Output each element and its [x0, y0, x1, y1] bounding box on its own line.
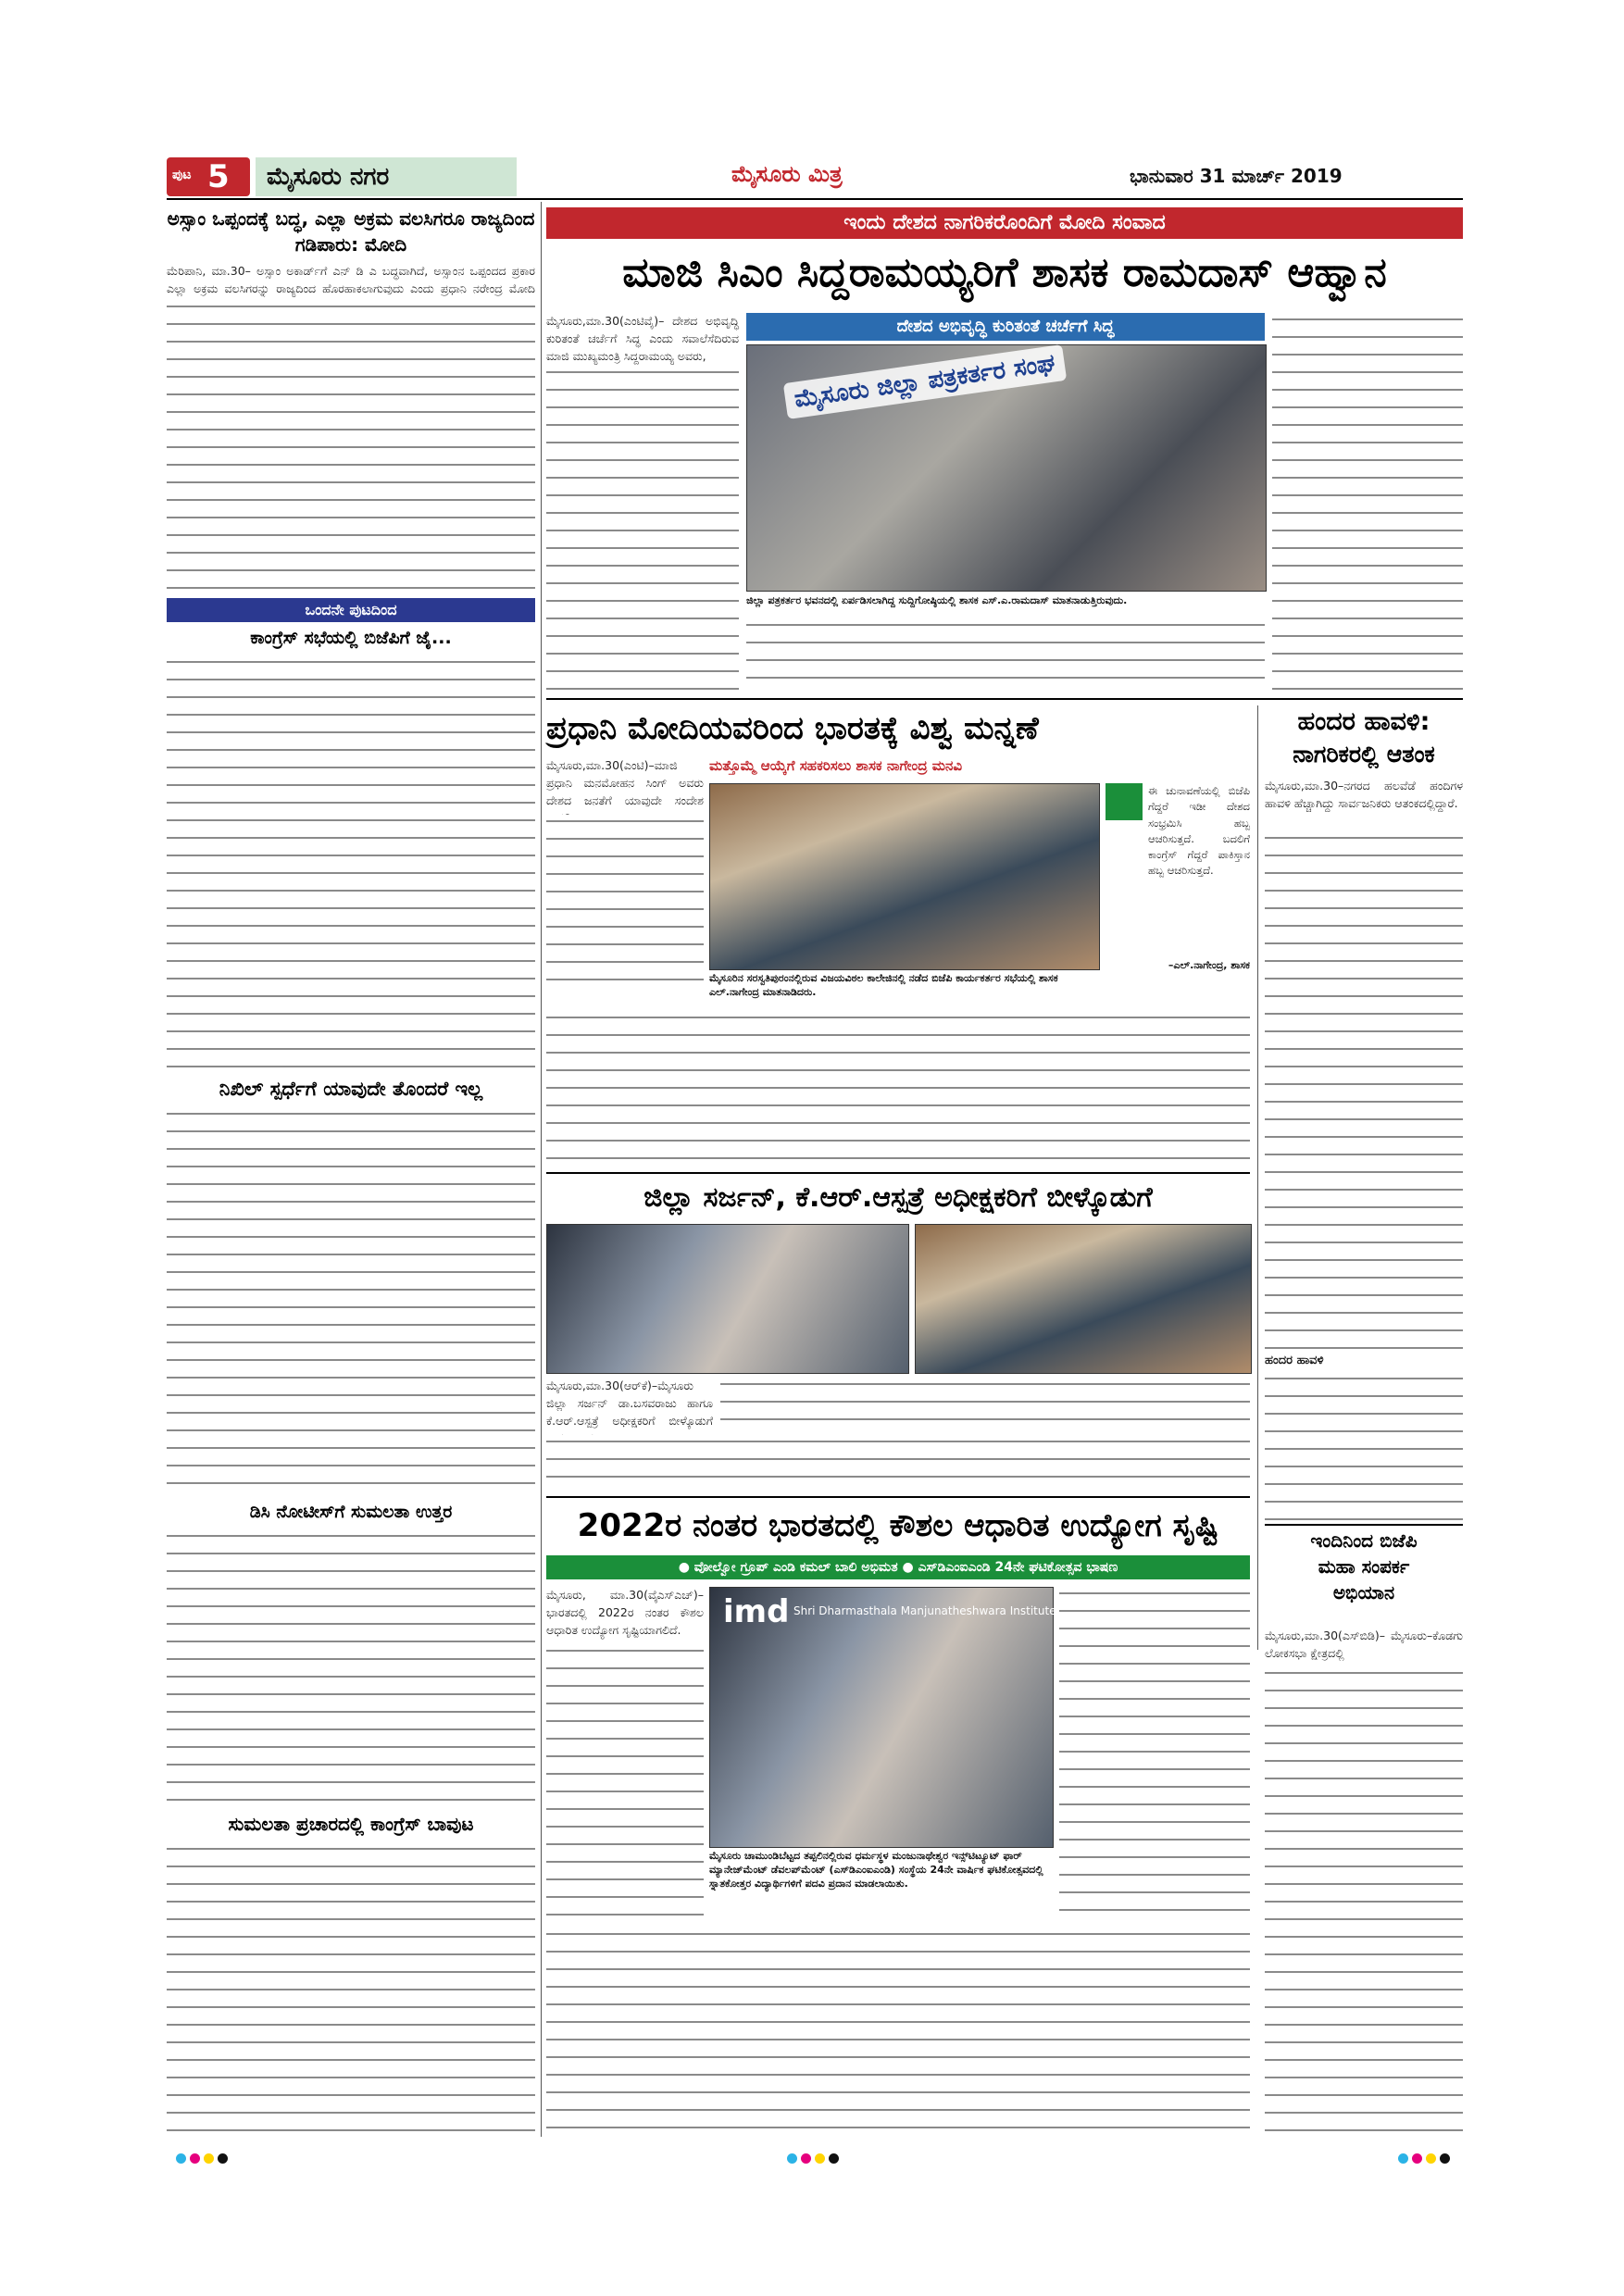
modi-left-text: [546, 815, 704, 981]
modi-dateline: ಮೈಸೂರು,ಮಾ.30(ಎಂಟಿ)–ಮಾಜಿ ಪ್ರಧಾನಿ ಮನಮೋಹನ ಸಿಂಗ್ ಅವರು ದೇಶದ ಜನತೆಗೆ ಯಾವುದೇ ಸಂದೇಶ: [546, 758, 704, 807]
story5-title: ಸುಮಲತಾ ಪ್ರಚಾರದಲ್ಲಿ ಕಾಂಗ್ರೆಸ್ ಬಾವುಟ: [228, 1813, 474, 1835]
bjp-title-line1: ಇಂದಿನಿಂದ ಬಿಜೆಪಿ: [1310, 1529, 1418, 1552]
skill-left-text: [546, 1644, 704, 1922]
right-column-divider: [1257, 705, 1258, 1650]
registration-dot: [204, 2153, 214, 2164]
registration-dot: [1398, 2153, 1408, 2164]
registration-dot: [1440, 2153, 1450, 2164]
pig-text-lines-2: [1265, 1372, 1463, 1520]
modi-bottom-text: [546, 1011, 1250, 1168]
story3-text-lines: [167, 1107, 535, 1496]
page-header: [167, 157, 1463, 196]
continued-strip: ಒಂದನೇ ಪುಟದಿಂದ: [167, 598, 535, 622]
surgeon-photo-1: [546, 1224, 909, 1374]
story4-text-lines: [167, 1529, 535, 1807]
pig-headline-line2: ನಾಗರಿಕರಲ್ಲಿ ಆತಂಕ: [1293, 741, 1435, 767]
lotus-icon: [1106, 783, 1143, 820]
registration-dots-right: [1398, 2150, 1454, 2167]
page-number: 5: [207, 158, 230, 195]
story1-text-lines: [167, 300, 535, 594]
story2-text-lines: [167, 655, 535, 1072]
modi-photo-caption: ಮೈಸೂರಿನ ಸರಸ್ವತಿಪುರಂನಲ್ಲಿರುವ ವಿಜಯವಿಠಲ ಕಾಲೇಜಿನಲ್ಲಿ ನಡೆದ ಬಿಜೆಪಿ ಕಾರ್ಯಕರ್ತರ ಸಭೆಯಲ್ಲಿ ಶಾಸಕ ಎಲ್.ನಾಗೇಂದ್ರ ಮಾತನಾಡಿದರು.: [709, 972, 1058, 998]
skill-photo-sign2: Shri Dharmasthala Manjunatheshwara Institute: [793, 1604, 1056, 1617]
registration-dot: [1426, 2153, 1436, 2164]
surgeon-text-lines-2: [720, 1378, 1250, 1435]
story5-text-lines: [167, 1842, 535, 2137]
modi-subhead: ಮತ್ತೊಮ್ಮೆ ಆಯ್ಕೆಗೆ ಸಹಕರಿಸಲು ಶಾಸಕ ನಾಗೇಂದ್ರ ಮನವಿ: [709, 757, 963, 774]
registration-dot: [801, 2153, 811, 2164]
skill-strip: ● ವೋಲ್ವೋ ಗ್ರೂಪ್ ಎಂಡಿ ಕಮಲ್ ಬಾಲಿ ಅಭಿಮತ ● ಎಸ್‌ಡಿಎಂಐಎಂಡಿ 24ನೇ ಘಟಿಕೋತ್ಸವ ಭಾಷಣ: [546, 1555, 1250, 1579]
registration-dots-center: [787, 2150, 843, 2167]
surgeon-top-rule: [546, 1172, 1250, 1174]
surgeon-headline: ಜಿಲ್ಲಾ ಸರ್ಜನ್, ಕೆ.ಆರ್.ಆಸ್ಪತ್ರೆ ಅಧೀಕ್ಷಕರಿಗೆ ಬೀಳ್ಕೊಡುಗೆ: [643, 1181, 1153, 1214]
issue-date: ಭಾನುವಾರ 31 ಮಾರ್ಚ್ 2019: [1130, 165, 1343, 187]
skill-bottom-text: [546, 1928, 1250, 2137]
registration-dots-left: [176, 2150, 231, 2167]
skill-headline: 2022ರ ನಂತರ ಭಾರತದಲ್ಲಿ ಕೌಶಲ ಆಧಾರಿತ ಉದ್ಯೋಗ ಸೃಷ್ಟಿ: [577, 1507, 1219, 1544]
modi-quote: ಈ ಚುನಾವಣೆಯಲ್ಲಿ ಬಿಜೆಪಿ ಗೆದ್ದರೆ ಇಡೀ ದೇಶದ ಸಂಭ್ರಮಿಸಿ ಹಬ್ಬ ಆಚರಿಸುತ್ತದೆ. ಬದಲಿಗೆ ಕಾಂಗ್ರೆಸ್ ಗೆದ್ದರೆ ಪಾಕಿಸ್ತಾನ ಹಬ್ಬ ಆಚರಿಸುತ್ತದೆ.: [1148, 784, 1250, 878]
bjp-box: [1265, 1524, 1463, 1628]
pig-headline-line1: ಹಂದರ ಹಾವಳಿ:: [1297, 707, 1430, 736]
pig-text-lines: [1265, 831, 1463, 1350]
bjp-title-line3: ಅಭಿಯಾನ: [1332, 1581, 1395, 1603]
lead-mid-text: [746, 618, 1265, 693]
registration-dot: [218, 2153, 228, 2164]
header-rule: [167, 198, 1463, 200]
story1-title: ಅಸ್ಸಾಂ ಒಪ್ಪಂದಕ್ಕೆ ಬದ್ಧ, ಎಲ್ಲಾ ಅಕ್ರಮ ವಲಸಿಗರೂ ರಾಜ್ಯದಿಂದ ಗಡಿಪಾರು: ಮೋದಿ: [167, 207, 535, 256]
skill-right-text: [1059, 1587, 1250, 1922]
lead-right-text: [1272, 313, 1463, 693]
section-title: ಮೈಸೂರು ನಗರ: [256, 157, 517, 196]
story1-body: ಮೆರಿಪಾನಿ, ಮಾ.30– ಅಸ್ಸಾಂ ಅಕಾರ್ಡ್‌ಗೆ ಎನ್ ಡಿ ಎ ಬದ್ಧವಾಗಿದೆ, ಅಸ್ಸಾಂನ ಒಪ್ಪಂದದ ಪ್ರಕಾರ ಎಲ್ಲಾ ಅಕ್ರಮ ವಲಸಿಗರನ್ನು ರಾಜ್ಯದಿಂದ ಹೊರಹಾಕಲಾಗುವುದು ಎಂದು ಪ್ರಧಾನಿ ನರೇಂದ್ರ ಮೋದಿ: [167, 264, 535, 295]
registration-dot: [1412, 2153, 1422, 2164]
registration-dot: [787, 2153, 797, 2164]
story4-title: ಡಿಸಿ ನೋಟೀಸ್‌ಗೆ ಸುಮಲತಾ ಉತ್ತರ: [249, 1502, 453, 1522]
lead-left-text: [546, 313, 739, 693]
modi-photo: [709, 783, 1100, 970]
bjp-title-line2: ಮಹಾ ಸಂಪರ್ಕ: [1318, 1555, 1410, 1578]
bjp-dateline: ಮೈಸೂರು,ಮಾ.30(ಎಸ್‌ಬಿಡಿ)– ಮೈಸೂರು–ಕೊಡಗು ಲೋಕಸಭಾ ಕ್ಷೇತ್ರದಲ್ಲಿ: [1265, 1628, 1463, 1660]
skill-photo: [709, 1587, 1054, 1848]
bjp-text-lines: [1265, 1666, 1463, 2137]
lead-photo: [746, 344, 1267, 592]
surgeon-dateline: ಮೈಸೂರು,ಮಾ.30(ಆರ್‌ಕೆ)–ಮೈಸೂರು ಜಿಲ್ಲಾ ಸರ್ಜನ್ ಡಾ.ಬಸವರಾಜು ಹಾಗೂ ಕೆ.ಆರ್.ಆಸ್ಪತ್ರೆ ಅಧೀಕ್ಷಕರಿಗೆ ಬೀಳ್ಕೊಡುಗೆ: [546, 1379, 713, 1428]
pig-dateline: ಮೈಸೂರು,ಮಾ.30–ನಗರದ ಹಲವೆಡೆ ಹಂದಿಗಳ ಹಾವಳಿ ಹೆಚ್ಚಾಗಿದ್ದು ಸಾರ್ವಜನಿಕರು ಆತಂಕದಲ್ಲಿದ್ದಾರೆ.: [1265, 779, 1463, 810]
modi-quote-author: –ಎಲ್.ನಾಗೇಂದ್ರ, ಶಾಸಕ: [1168, 959, 1250, 971]
registration-dot: [815, 2153, 825, 2164]
modi-quote-box: [1106, 783, 1250, 987]
masthead: ಮೈಸೂರು ಮಿತ್ರ: [731, 161, 843, 187]
skill-dateline: ಮೈಸೂರು, ಮಾ.30(ವೈಎಸ್‌ಎಚ್)– ಭಾರತದಲ್ಲಿ 2022ರ ನಂತರ ಕೌಶಲ ಆಧಾರಿತ ಉದ್ಯೋಗ ಸೃಷ್ಟಿಯಾಗಲಿದೆ.: [546, 1588, 704, 1637]
lead-photo-banner: ಮೈಸೂರು ಜಿಲ್ಲಾ ಪತ್ರಕರ್ತರ ಸಂಘ: [783, 344, 1067, 419]
lead-dateline: ಮೈಸೂರು,ಮಾ.30(ಎಂಟಿವೈ)– ದೇಶದ ಅಭಿವೃದ್ಧಿ ಕುರಿತಂತೆ ಚರ್ಚೆಗೆ ಸಿದ್ಧ ಎಂದು ಸವಾಲೆಸೆದಿರುವ ಮಾಜಿ ಮುಖ್ಯಮಂತ್ರಿ ಸಿದ್ದರಾಮಯ್ಯ ಅವರು,: [546, 313, 739, 368]
skill-photo-caption: ಮೈಸೂರು ಚಾಮುಂಡಿಬೆಟ್ಟದ ತಪ್ಪಲಿನಲ್ಲಿರುವ ಧರ್ಮಸ್ಥಳ ಮಂಜುನಾಥೇಶ್ವರ ಇನ್ಸ್‌ಟಿಟ್ಯೂಟ್ ಫಾರ್ ಮ್ಯಾನೇಜ್‌ಮೆಂಟ್ ಡೆವಲಪ್‌ಮೆಂಟ್ (ಎಸ್‌ಡಿಎಂಐಎಂಡಿ) ಸಂಸ್ಥೆಯ 24ನೇ ವಾರ್ಷಿಕ ಘಟಿಕೋತ್ಸವದಲ್ಲಿ ಸ್ನಾತಕೋತ್ತರ ವಿದ್ಯಾರ್ಥಿಗಳಿಗೆ ಪದವಿ ಪ್ರದಾನ ಮಾಡಲಾಯಿತು.: [709, 1850, 1043, 1890]
modi-headline: ಪ್ರಧಾನಿ ಮೋದಿಯವರಿಂದ ಭಾರತಕ್ಕೆ ವಿಶ್ವ ಮನ್ನಣೆ: [546, 710, 1039, 747]
skill-photo-sign: imd: [723, 1593, 790, 1630]
registration-dot: [190, 2153, 200, 2164]
lead-kicker: ಇಂದು ದೇಶದ ನಾಗರಿಕರೊಂದಿಗೆ ಮೋದಿ ಸಂವಾದ: [546, 207, 1463, 239]
lead-headline: ಮಾಜಿ ಸಿಎಂ ಸಿದ್ದರಾಮಯ್ಯರಿಗೆ ಶಾಸಕ ರಾಮದಾಸ್ ಆಹ್ವಾನ: [622, 249, 1387, 296]
pig-subtitle: ಹಂದರ ಹಾವಳಿ: [1265, 1354, 1324, 1367]
page-label: ಪುಟ: [172, 168, 192, 182]
story2-title: ಕಾಂಗ್ರೆಸ್ ಸಭೆಯಲ್ಲಿ ಬಿಜೆಪಿಗೆ ಜೈ...: [250, 628, 452, 648]
registration-dot: [829, 2153, 839, 2164]
lead-photo-caption: ಜಿಲ್ಲಾ ಪತ್ರಕರ್ತರ ಭವನದಲ್ಲಿ ಏರ್ಪಡಿಸಲಾಗಿದ್ದ ಸುದ್ದಿಗೋಷ್ಠಿಯಲ್ಲಿ ಶಾಸಕ ಎಸ್.ಎ.ರಾಮದಾಸ್ ಮಾತನಾಡುತ್ತಿರುವುದು.: [746, 594, 1128, 606]
registration-dot: [176, 2153, 186, 2164]
lead-subhead: ದೇಶದ ಅಭಿವೃದ್ಧಿ ಕುರಿತಂತೆ ಚರ್ಚೆಗೆ ಸಿದ್ಧ: [746, 313, 1265, 341]
left-column: [167, 202, 535, 2137]
surgeon-text-lines: [546, 1435, 1250, 1492]
surgeon-photo-2: [915, 1224, 1252, 1374]
lead-bottom-rule: [546, 698, 1463, 700]
story3-title: ನಿಖಿಲ್ ಸ್ಪರ್ಧೆಗೆ ಯಾವುದೇ ತೊಂದರೆ ಇಲ್ಲ: [219, 1078, 483, 1100]
skill-top-rule: [546, 1496, 1250, 1498]
left-column-divider: [541, 202, 542, 2137]
